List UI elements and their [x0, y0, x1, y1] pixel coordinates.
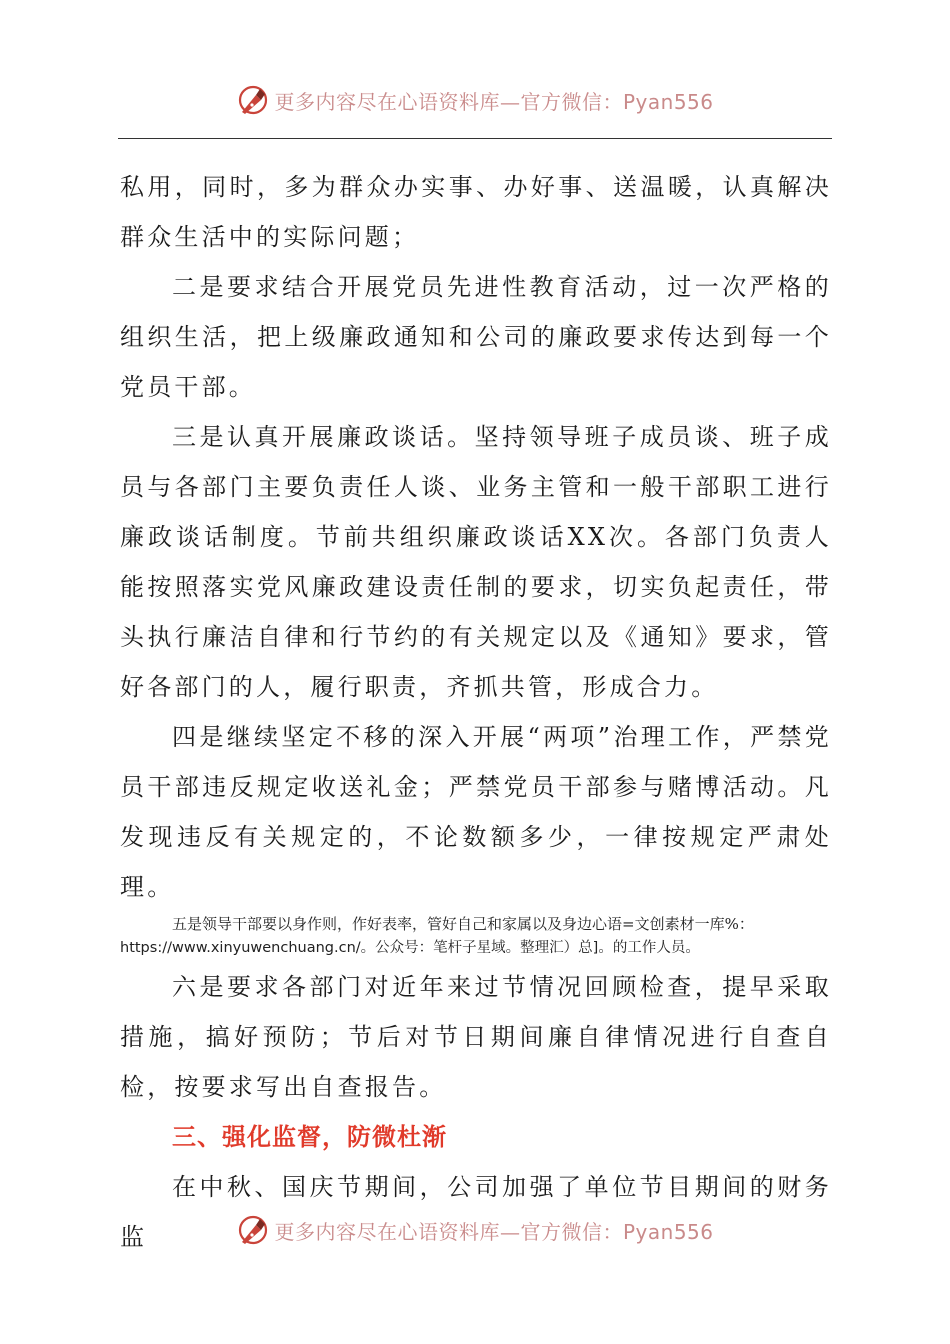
pen-nib-logo-icon — [236, 83, 270, 117]
header-banner — [0, 80, 950, 120]
pen-nib-logo-icon — [236, 1213, 270, 1247]
paragraph-continuation: 私用，同时，多为群众办实事、办好事、送温暖，认真解决群众生活中的实际问题； — [120, 173, 832, 251]
header-banner-text: 更多内容尽在心语资料库—官方微信：Pyan556 — [274, 89, 714, 114]
paragraph-item-5-line2: https://www.xinyuwenchuang.cn/。公众号：笔杆子星域。整理汇）总]。的工作人员。 — [120, 940, 700, 956]
paragraph-item-5-line1: 五是领导干部要以身作则，作好表率，管好自己和家属以及身边心语=文创素材一库%： — [172, 915, 754, 933]
footer-banner-text: 更多内容尽在心语资料库—官方微信：Pyan556 — [274, 1219, 714, 1244]
section-heading-3: 三、强化监督，防微杜渐 — [172, 1123, 447, 1151]
paragraph-section-3-intro: 在中秋、国庆节期间，公司加强了单位节目期间的财务监 — [120, 1173, 832, 1251]
footer-banner — [0, 1210, 950, 1250]
paragraph-item-4: 四是继续坚定不移的深入开展“两项”治理工作，严禁党员干部违反规定收送礼金；严禁党员干部参与赌博活动。凡发现违反有关规定的，不论数额多少，一律按规定严肃处理。 — [120, 723, 832, 901]
paragraph-item-6: 六是要求各部门对近年来过节情况回顾检查，提早采取措施，搞好预防；节后对节日期间廉自律情况进行自查自检，按要求写出自查报告。 — [120, 973, 832, 1101]
paragraph-item-3: 三是认真开展廉政谈话。坚持领导班子成员谈、班子成员与各部门主要负责任人谈、业务主管和一般干部职工进行廉政谈话制度。节前共组织廉政谈话XX次。各部门负责人能按照落实党风廉政建设责任制的要求，切实负起责任，带头执行廉洁自律和行节约的有关规定以及《通知》要求，管好各部门的人，履行职责，齐抓共管，形成合力。 — [120, 423, 832, 701]
paragraph-item-2: 二是要求结合开展党员先进性教育活动，过一次严格的组织生活，把上级廉政通知和公司的廉政要求传达到每一个党员干部。 — [120, 273, 832, 401]
header-rule — [118, 138, 832, 139]
document-body — [120, 162, 832, 1262]
paragraph-item-5 — [120, 912, 832, 960]
